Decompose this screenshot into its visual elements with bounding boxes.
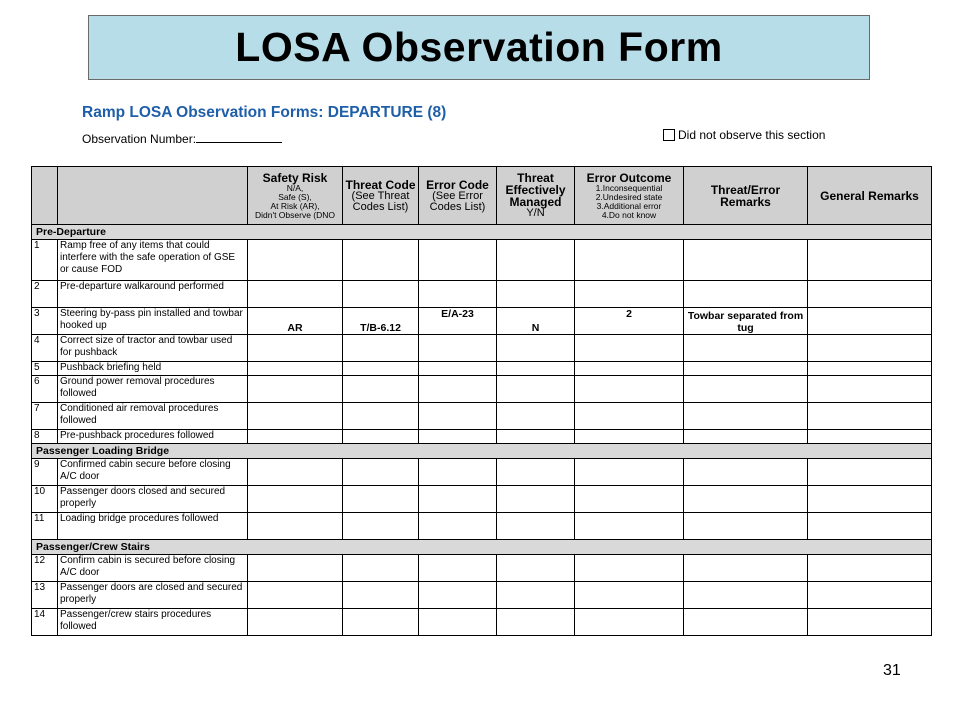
form-title: Ramp LOSA Observation Forms: DEPARTURE (8) [82,104,447,121]
safety-risk-cell[interactable] [248,582,343,609]
table-row [32,513,932,540]
error-outcome-cell[interactable] [575,486,684,513]
threat-code-cell[interactable] [343,582,419,609]
error-code-cell[interactable] [419,281,497,308]
row-number: 14 [32,609,58,636]
row-item-text: Ground power removal procedures followed [58,376,248,403]
header-general-remarks: General Remarks [808,167,932,225]
threat-managed-cell[interactable] [497,582,575,609]
threat-managed-cell[interactable] [497,281,575,308]
row-number: 8 [32,430,58,444]
safety-risk-option: N/A, [286,182,304,193]
error-code-cell[interactable] [419,513,497,540]
general-remarks-cell[interactable] [808,555,932,582]
error-outcome-option: 4.Do not know [601,209,657,220]
row-number: 12 [32,555,58,582]
header-num [32,167,58,225]
section-title: Passenger Loading Bridge [32,444,932,459]
threat-code-sub: (See Threat Codes List) [351,189,410,213]
threat-code-cell[interactable] [343,403,419,430]
slide-title: LOSA Observation Form [235,24,723,70]
general-remarks-cell[interactable] [808,281,932,308]
table-body [32,225,932,636]
row-item-text: Conditioned air removal procedures followed [58,403,248,430]
safety-risk-cell[interactable] [248,555,343,582]
threat-code-cell[interactable] [343,459,419,486]
table-row [32,376,932,403]
threat-managed-cell[interactable] [497,403,575,430]
row-item-text: Pre-pushback procedures followed [58,430,248,444]
slide-title-box [88,15,870,80]
safety-risk-option: Safe (S), [278,191,312,202]
row-number: 9 [32,459,58,486]
threat-code-cell[interactable] [343,609,419,636]
table-row [32,609,932,636]
safety-risk-cell[interactable] [248,362,343,376]
observation-number-blank[interactable] [196,132,282,143]
row-number: 7 [32,403,58,430]
threat-code-cell[interactable] [343,430,419,444]
observation-number-label: Observation Number: [82,132,197,146]
general-remarks-cell[interactable] [808,362,932,376]
error-outcome-option: 2.Undesired state [595,191,663,202]
safety-risk-option: Didn't Observe (DNO [254,209,336,220]
threat-code-title: Threat Code [345,177,416,192]
error-outcome-title: Error Outcome [586,170,672,185]
remarks-cell[interactable]: Towbar separated from tug [684,308,808,335]
remarks-cell[interactable] [684,555,808,582]
error-outcome-option: 1.Inconsequential [595,182,663,193]
header-error-code [419,167,497,225]
safety-risk-cell[interactable] [248,430,343,444]
safety-risk-cell[interactable] [248,240,343,281]
general-remarks-cell[interactable] [808,403,932,430]
threat-code-cell[interactable] [343,376,419,403]
threat-managed-cell[interactable] [497,362,575,376]
threat-managed-cell[interactable] [497,609,575,636]
section-title: Passenger/Crew Stairs [32,540,932,555]
remarks-cell[interactable] [684,486,808,513]
error-code-cell[interactable] [419,430,497,444]
error-outcome-cell[interactable] [575,376,684,403]
threat-code-cell[interactable] [343,513,419,540]
section-row [32,540,932,555]
row-number: 11 [32,513,58,540]
row-item-text: Steering by-pass pin installed and towbar hooked up [58,308,248,335]
remarks-cell[interactable] [684,582,808,609]
general-remarks-cell[interactable] [808,376,932,403]
threat-code-cell[interactable] [343,335,419,362]
error-code-cell[interactable]: E/A-23 [419,308,497,335]
general-remarks-cell[interactable] [808,335,932,362]
remarks-cell[interactable] [684,240,808,281]
error-outcome-cell[interactable] [575,281,684,308]
row-number: 13 [32,582,58,609]
general-remarks-cell[interactable] [808,513,932,540]
header-threat-managed [497,167,575,225]
error-outcome-cell[interactable] [575,555,684,582]
row-number: 4 [32,335,58,362]
table-row [32,308,932,335]
section-row [32,444,932,459]
safety-risk-title: Safety Risk [262,170,328,185]
error-outcome-cell[interactable] [575,609,684,636]
safety-risk-cell[interactable] [248,403,343,430]
row-item-text: Ramp free of any items that could interfere with the safe operation of GSE or cause FOD [58,240,248,281]
threat-managed-title: Threat Effectively Managed [505,171,566,209]
error-outcome-cell[interactable] [575,459,684,486]
did-not-observe-checkbox[interactable] [663,129,675,141]
threat-managed-sub: Y/N [526,207,545,219]
error-code-cell[interactable] [419,609,497,636]
remarks-cell[interactable] [684,281,808,308]
threat-code-cell[interactable] [343,486,419,513]
remarks-cell[interactable] [684,513,808,540]
error-code-cell[interactable] [419,335,497,362]
table-row [32,240,932,281]
table-row [32,403,932,430]
error-code-cell[interactable] [419,240,497,281]
row-item-text: Passenger doors closed and secured properly [58,486,248,513]
error-outcome-cell[interactable] [575,430,684,444]
table-row [32,335,932,362]
remarks-cell[interactable] [684,335,808,362]
remarks-cell[interactable] [684,609,808,636]
row-item-text: Confirm cabin is secured before closing A/C door [58,555,248,582]
error-code-cell[interactable] [419,362,497,376]
header-error-outcome [575,167,684,225]
threat-code-cell[interactable] [343,362,419,376]
threat-managed-cell[interactable] [497,555,575,582]
error-code-cell[interactable] [419,459,497,486]
threat-code-cell[interactable] [343,555,419,582]
remarks-cell[interactable] [684,430,808,444]
general-remarks-cell[interactable] [808,486,932,513]
threat-managed-cell[interactable] [497,459,575,486]
threat-managed-cell[interactable] [497,486,575,513]
row-number: 2 [32,281,58,308]
safety-risk-cell[interactable] [248,513,343,540]
row-number: 1 [32,240,58,281]
error-code-cell[interactable] [419,582,497,609]
row-item-text: Passenger/crew stairs procedures followed [58,609,248,636]
table-row [32,430,932,444]
row-item-text: Pushback briefing held [58,362,248,376]
table-row [32,459,932,486]
row-item-text: Correct size of tractor and towbar used for pushback [58,335,248,362]
safety-risk-cell[interactable] [248,376,343,403]
error-outcome-cell[interactable] [575,513,684,540]
error-outcome-cell[interactable] [575,582,684,609]
table-row [32,281,932,308]
safety-risk-cell[interactable]: AR [248,308,343,335]
general-remarks-cell[interactable] [808,240,932,281]
threat-managed-cell[interactable]: N [497,308,575,335]
threat-code-cell[interactable] [343,240,419,281]
row-number: 5 [32,362,58,376]
row-item-text: Loading bridge procedures followed [58,513,248,540]
threat-managed-cell[interactable] [497,240,575,281]
header-item [58,167,248,225]
section-title: Pre-Departure [32,225,932,240]
did-not-observe-label: Did not observe this section [678,128,826,142]
threat-managed-cell[interactable] [497,335,575,362]
row-number: 10 [32,486,58,513]
section-row [32,225,932,240]
header-remarks: Threat/Error Remarks [684,167,808,225]
error-code-cell[interactable] [419,486,497,513]
error-code-sub: (See Error Codes List) [429,189,486,213]
safety-risk-option: At Risk (AR), [270,200,320,211]
table-row [32,486,932,513]
page-number: 31 [883,662,901,679]
remarks-cell[interactable] [684,376,808,403]
row-item-text: Passenger doors are closed and secured properly [58,582,248,609]
observation-table [31,166,932,636]
row-number: 6 [32,376,58,403]
header-row [32,167,932,225]
error-outcome-cell[interactable] [575,240,684,281]
table-row [32,582,932,609]
safety-risk-cell[interactable] [248,459,343,486]
error-code-cell[interactable] [419,555,497,582]
error-outcome-cell[interactable] [575,362,684,376]
error-outcome-cell[interactable]: 2 [575,308,684,335]
error-outcome-cell[interactable] [575,403,684,430]
table-row [32,555,932,582]
observation-number-field [82,132,282,146]
threat-code-cell[interactable]: T/B-6.12 [343,308,419,335]
safety-risk-cell[interactable] [248,609,343,636]
threat-managed-cell[interactable] [497,376,575,403]
did-not-observe-option[interactable] [663,128,825,142]
threat-code-cell[interactable] [343,281,419,308]
header-threat-code [343,167,419,225]
safety-risk-cell[interactable] [248,335,343,362]
threat-managed-cell[interactable] [497,430,575,444]
general-remarks-cell[interactable] [808,430,932,444]
general-remarks-cell[interactable] [808,582,932,609]
error-code-title: Error Code [426,177,489,192]
general-remarks-cell[interactable] [808,308,932,335]
error-outcome-cell[interactable] [575,335,684,362]
threat-managed-cell[interactable] [497,513,575,540]
remarks-cell[interactable] [684,403,808,430]
safety-risk-cell[interactable] [248,281,343,308]
row-item-text: Pre-departure walkaround performed [58,281,248,308]
remarks-cell[interactable] [684,459,808,486]
general-remarks-cell[interactable] [808,459,932,486]
error-code-cell[interactable] [419,376,497,403]
remarks-cell[interactable] [684,362,808,376]
error-outcome-option: 3.Additional error [596,200,662,211]
general-remarks-cell[interactable] [808,609,932,636]
safety-risk-cell[interactable] [248,486,343,513]
row-item-text: Confirmed cabin secure before closing A/C door [58,459,248,486]
table-row [32,362,932,376]
error-code-cell[interactable] [419,403,497,430]
row-number: 3 [32,308,58,335]
header-safety-risk [248,167,343,225]
